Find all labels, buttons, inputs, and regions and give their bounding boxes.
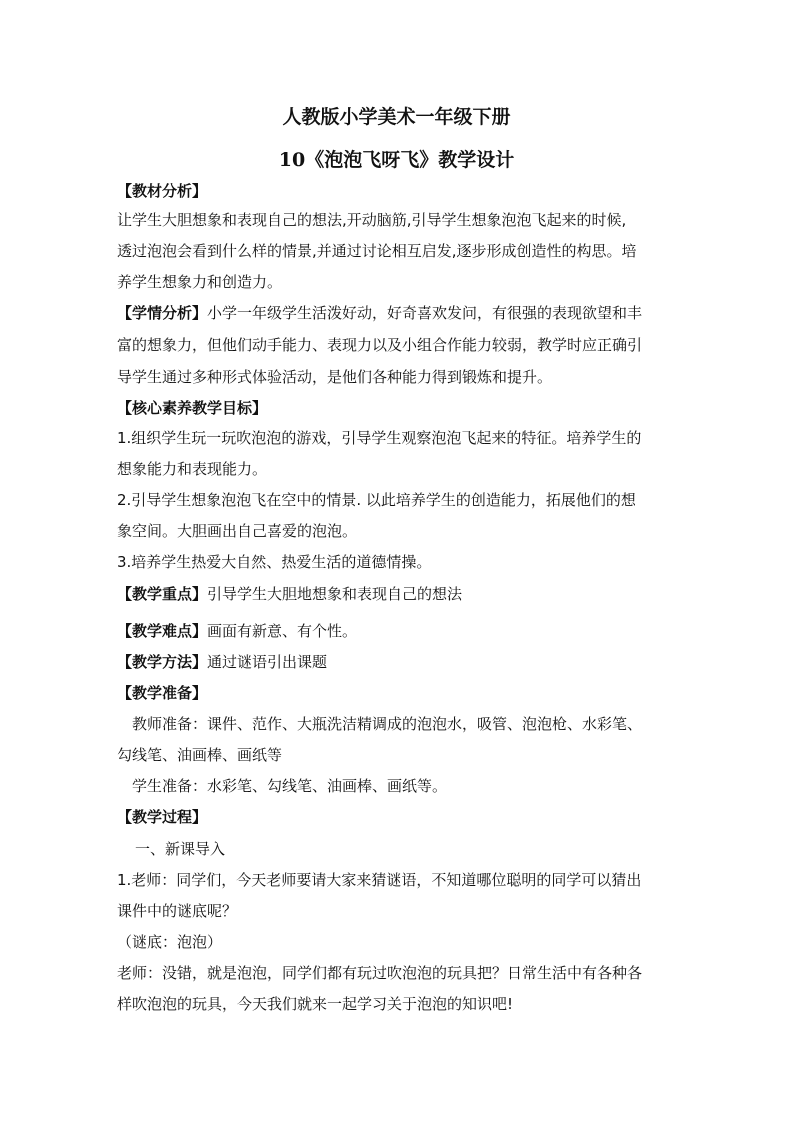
document-subtitle: 10《泡泡飞呀飞》教学设计 xyxy=(278,149,515,171)
process-line: 课件中的谜底呢？ xyxy=(117,902,238,920)
materials-line: 养学生想象力和创造力。 xyxy=(117,273,283,291)
materials-heading: 【教材分析】 xyxy=(117,182,208,200)
difficulty xyxy=(117,620,677,642)
method xyxy=(117,651,677,673)
materials-line: 透过泡泡会看到什么样的情景,并通过讨论相互启发,逐步形成创造性的构思。培 xyxy=(117,242,637,260)
process-line: （谜底：泡泡） xyxy=(117,933,223,951)
prep-heading: 【教学准备】 xyxy=(117,684,208,702)
goal-line: 想象能力和表现能力。 xyxy=(117,460,268,478)
method-text: 通过谜语引出课题 xyxy=(207,653,328,671)
student-line: 导学生通过多种形式体验活动，是他们各种能力得到锻炼和提升。 xyxy=(117,368,553,386)
process-heading: 【教学过程】 xyxy=(117,808,208,826)
student-line: 富的想象力，但他们动手能力、表现力以及小组合作能力较弱，教学时应正确引 xyxy=(117,336,643,354)
document-title: 人教版小学美术一年级下册 xyxy=(282,106,511,128)
student-heading: 【学情分析】 xyxy=(117,304,208,322)
prep-line: 勾线笔、油画棒、画纸等 xyxy=(117,746,283,764)
prep-line: 学生准备：水彩笔、勾线笔、油画棒、画纸等。 xyxy=(132,777,448,795)
process-line: 一、新课导入 xyxy=(135,840,226,858)
goals-heading: 【核心素养教学目标】 xyxy=(117,399,268,417)
difficulty-heading: 【教学难点】 xyxy=(117,622,208,640)
process-line: 1.老师：同学们，今天老师要请大家来猜谜语，不知道哪位聪明的同学可以猜出 xyxy=(117,871,642,889)
student-analysis-paragraph xyxy=(117,302,677,324)
key-heading: 【教学重点】 xyxy=(117,585,208,603)
prep-line: 教师准备：课件、范作、大瓶洗洁精调成的泡泡水，吸管、泡泡枪、水彩笔、 xyxy=(132,715,643,733)
method-heading: 【教学方法】 xyxy=(117,653,208,671)
materials-line: 让学生大胆想象和表现自己的想法,开动脑筋,引导学生想象泡泡飞起来的时候, xyxy=(117,211,627,229)
goal-line: 1.组织学生玩一玩吹泡泡的游戏，引导学生观察泡泡飞起来的特征。培养学生的 xyxy=(117,429,642,447)
difficulty-text: 画面有新意、有个性。 xyxy=(207,622,358,640)
goal-line: 3.培养学生热爱大自然、热爱生活的道德情操。 xyxy=(117,553,432,571)
goal-line: 象空间。大胆画出自己喜爱的泡泡。 xyxy=(117,522,358,540)
key-point xyxy=(117,583,677,605)
process-line: 样吹泡泡的玩具，今天我们就来一起学习关于泡泡的知识吧! xyxy=(117,995,514,1013)
student-line: 小学一年级学生活泼好动，好奇喜欢发问，有很强的表现欲望和丰 xyxy=(207,304,643,322)
process-line: 老师：没错，就是泡泡，同学们都有玩过吹泡泡的玩具把？日常生活中有各种各 xyxy=(117,964,643,982)
goal-line: 2.引导学生想象泡泡飞在空中的情景. 以此培养学生的创造能力，拓展他们的想 xyxy=(117,491,636,509)
key-text: 引导学生大胆地想象和表现自己的想法 xyxy=(207,585,463,603)
